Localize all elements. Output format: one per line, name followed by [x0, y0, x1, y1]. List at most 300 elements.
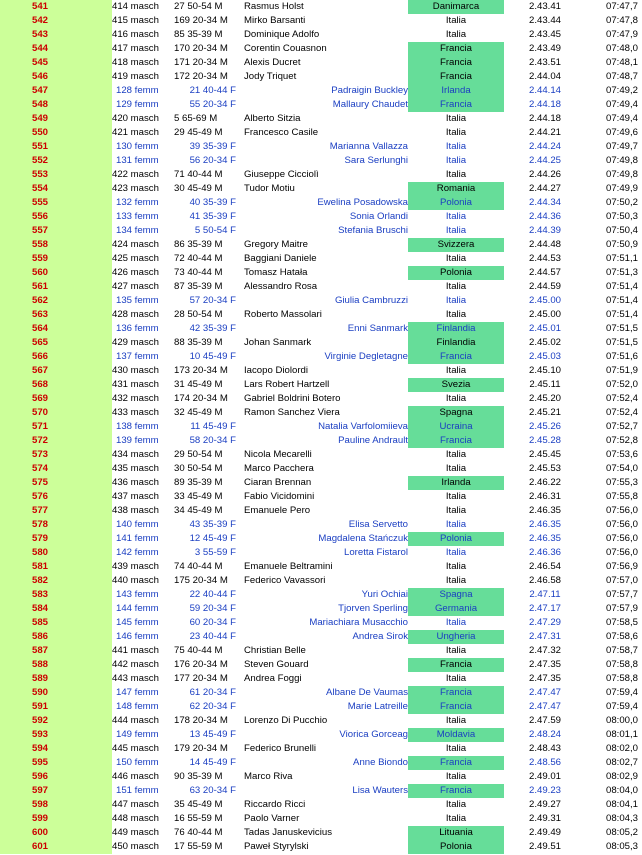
nationality-cell: Spagna	[408, 588, 504, 602]
table-row	[0, 224, 642, 238]
athlete-name-cell: Francesco Casile	[244, 127, 319, 138]
finish-time-cell: 2.45.11	[529, 379, 561, 390]
spacer-cell	[80, 280, 112, 294]
spacer-cell	[80, 0, 112, 14]
position-cell: 568	[0, 378, 80, 392]
pace-cell: 07:52,8	[605, 435, 638, 446]
table-row	[0, 14, 642, 28]
age-group-cell: 17 55-59 M	[174, 841, 223, 852]
nationality-cell: Lituania	[408, 826, 504, 840]
spacer-cell	[80, 364, 112, 378]
age-group-cell: 21 40-44 F	[189, 85, 236, 96]
spacer-cell	[80, 784, 112, 798]
category-rank-cell: 129 femm	[116, 99, 159, 110]
spacer-cell	[80, 574, 112, 588]
nationality-cell: Moldavia	[408, 728, 504, 742]
finish-time-cell: 2.44.57	[528, 267, 561, 278]
age-group-cell: 14 45-49 F	[189, 757, 236, 768]
category-rank-cell: 433 masch	[112, 407, 159, 418]
nationality-cell: Francia	[408, 70, 504, 84]
athlete-name-cell: Steven Gouard	[244, 659, 309, 670]
position-cell: 564	[0, 322, 80, 336]
nationality-cell: Francia	[408, 98, 504, 112]
nationality-cell: Italia	[445, 547, 467, 558]
pace-cell: 07:49,4	[605, 113, 638, 124]
athlete-name-cell: Magdalena Stańczuk	[318, 533, 408, 544]
position-cell: 591	[0, 700, 80, 714]
spacer-cell	[80, 182, 112, 196]
table-row	[0, 630, 642, 644]
age-group-cell: 62 20-34 F	[189, 701, 236, 712]
pace-cell: 07:56,9	[605, 561, 638, 572]
age-group-cell: 71 40-44 M	[174, 169, 223, 180]
category-rank-cell: 438 masch	[112, 505, 159, 516]
category-rank-cell: 443 masch	[112, 673, 159, 684]
spacer-cell	[80, 434, 112, 448]
athlete-name-cell: Sara Serlunghi	[344, 155, 408, 166]
table-row	[0, 42, 642, 56]
age-group-cell: 27 50-54 M	[174, 1, 223, 12]
age-group-cell: 173 20-34 M	[174, 365, 228, 376]
category-rank-cell: 137 femm	[116, 351, 159, 362]
age-group-cell: 42 35-39 F	[189, 323, 236, 334]
finish-time-cell: 2.49.01	[528, 771, 561, 782]
nationality-cell: Italia	[445, 491, 467, 502]
finish-time-cell: 2.47.35	[528, 673, 561, 684]
category-rank-cell: 148 femm	[116, 701, 159, 712]
position-cell: 563	[0, 308, 80, 322]
position-cell: 548	[0, 98, 80, 112]
athlete-name-cell: Enni Sanmark	[347, 323, 408, 334]
pace-cell: 07:51,6	[605, 351, 638, 362]
position-cell: 578	[0, 518, 80, 532]
position-cell: 577	[0, 504, 80, 518]
athlete-name-cell: Giulia Cambruzzi	[334, 295, 408, 306]
category-rank-cell: 146 femm	[116, 631, 159, 642]
position-cell: 557	[0, 224, 80, 238]
position-cell: 552	[0, 154, 80, 168]
age-group-cell: 169 20-34 M	[174, 15, 228, 26]
age-group-cell: 29 50-54 M	[174, 449, 223, 460]
age-group-cell: 175 20-34 M	[174, 575, 228, 586]
nationality-cell: Italia	[445, 169, 467, 180]
pace-cell: 07:49,6	[605, 127, 638, 138]
pace-cell: 08:04,3	[605, 813, 638, 824]
category-rank-cell: 419 masch	[112, 71, 159, 82]
athlete-name-cell: Mirko Barsanti	[244, 15, 306, 26]
athlete-name-cell: Gabriel Boldrini Botero	[244, 393, 341, 404]
nationality-cell: Italia	[445, 295, 467, 306]
finish-time-cell: 2.43.45	[528, 29, 561, 40]
table-row	[0, 672, 642, 686]
age-group-cell: 74 40-44 M	[174, 561, 223, 572]
finish-time-cell: 2.45.53	[528, 463, 561, 474]
pace-cell: 07:52,7	[605, 421, 638, 432]
athlete-name-cell: Andrea Sirok	[352, 631, 408, 642]
pace-cell: 07:59,4	[605, 687, 638, 698]
spacer-cell	[80, 210, 112, 224]
finish-time-cell: 2.46.31	[528, 491, 561, 502]
athlete-name-cell: Pauline Andrault	[338, 435, 408, 446]
finish-time-cell: 2.45.21	[528, 407, 561, 418]
spacer-cell	[80, 742, 112, 756]
age-group-cell: 39 35-39 F	[189, 141, 236, 152]
pace-cell: 07:47,7	[605, 1, 638, 12]
spacer-cell	[80, 602, 112, 616]
pace-cell: 07:58,6	[605, 631, 638, 642]
athlete-name-cell: Federico Vavassori	[244, 575, 326, 586]
age-group-cell: 55 20-34 F	[189, 99, 236, 110]
category-rank-cell: 138 femm	[116, 421, 159, 432]
category-rank-cell: 421 masch	[112, 127, 159, 138]
athlete-name-cell: Federico Brunelli	[244, 743, 316, 754]
position-cell: 597	[0, 784, 80, 798]
pace-cell: 07:58,7	[605, 645, 638, 656]
table-row	[0, 770, 642, 784]
pace-cell: 07:47,9	[605, 29, 638, 40]
finish-time-cell: 2.43.49	[528, 43, 561, 54]
age-group-cell: 61 20-34 F	[189, 687, 236, 698]
table-row	[0, 728, 642, 742]
age-group-cell: 85 35-39 M	[174, 29, 223, 40]
pace-cell: 07:48,7	[605, 71, 638, 82]
pace-cell: 07:58,5	[605, 617, 638, 628]
nationality-cell: Italia	[445, 253, 467, 264]
nationality-cell: Finlandia	[408, 322, 504, 336]
pace-cell: 08:05,2	[605, 827, 638, 838]
pace-cell: 07:51,5	[605, 323, 638, 334]
athlete-name-cell: Paweł Styrylski	[244, 841, 309, 852]
age-group-cell: 87 35-39 M	[174, 281, 223, 292]
category-rank-cell: 427 masch	[112, 281, 159, 292]
nationality-cell: Italia	[445, 309, 467, 320]
nationality-cell: Francia	[408, 784, 504, 798]
nationality-cell: Svizzera	[408, 238, 504, 252]
age-group-cell: 59 20-34 F	[189, 603, 236, 614]
position-cell: 565	[0, 336, 80, 350]
finish-time-cell: 2.45.00	[528, 309, 561, 320]
spacer-cell	[80, 770, 112, 784]
athlete-name-cell: Baggiani Daniele	[244, 253, 317, 264]
nationality-cell: Italia	[445, 771, 467, 782]
category-rank-cell: 416 masch	[112, 29, 159, 40]
position-cell: 541	[0, 0, 80, 14]
category-rank-cell: 414 masch	[112, 1, 159, 12]
category-rank-cell: 426 masch	[112, 267, 159, 278]
pace-cell: 07:51,3	[605, 267, 638, 278]
table-row	[0, 658, 642, 672]
pace-cell: 07:47,8	[605, 15, 638, 26]
position-cell: 566	[0, 350, 80, 364]
pace-cell: 07:48,1	[605, 57, 638, 68]
position-cell: 543	[0, 28, 80, 42]
spacer-cell	[80, 56, 112, 70]
position-cell: 559	[0, 252, 80, 266]
position-cell: 561	[0, 280, 80, 294]
nationality-cell: Germania	[408, 602, 504, 616]
category-rank-cell: 429 masch	[112, 337, 159, 348]
finish-time-cell: 2.44.18	[528, 99, 561, 110]
age-group-cell: 28 50-54 M	[174, 309, 223, 320]
age-group-cell: 76 40-44 M	[174, 827, 223, 838]
finish-time-cell: 2.46.35	[528, 519, 561, 530]
spacer-cell	[80, 322, 112, 336]
spacer-cell	[80, 196, 112, 210]
spacer-cell	[80, 112, 112, 126]
athlete-name-cell: Lars Robert Hartzell	[244, 379, 330, 390]
pace-cell: 08:02,7	[605, 757, 638, 768]
spacer-cell	[80, 826, 112, 840]
table-row	[0, 84, 642, 98]
spacer-cell	[80, 350, 112, 364]
pace-cell: 07:57,9	[605, 603, 638, 614]
spacer-cell	[80, 126, 112, 140]
finish-time-cell: 2.45.28	[528, 435, 561, 446]
athlete-name-cell: Ramon Sanchez Viera	[244, 407, 340, 418]
age-group-cell: 72 40-44 M	[174, 253, 223, 264]
athlete-name-cell: Ewelina Posadowska	[317, 197, 408, 208]
pace-cell: 07:50,4	[605, 225, 638, 236]
age-group-cell: 176 20-34 M	[174, 659, 228, 670]
position-cell: 583	[0, 588, 80, 602]
pace-cell: 07:51,4	[605, 295, 638, 306]
age-group-cell: 16 55-59 M	[174, 813, 223, 824]
table-row	[0, 686, 642, 700]
pace-cell: 07:59,4	[605, 701, 638, 712]
category-rank-cell: 144 femm	[116, 603, 159, 614]
pace-cell: 07:49,9	[605, 183, 638, 194]
nationality-cell: Ungheria	[408, 630, 504, 644]
table-row	[0, 126, 642, 140]
age-group-cell: 33 45-49 M	[174, 491, 223, 502]
category-rank-cell: 134 femm	[116, 225, 159, 236]
table-row	[0, 518, 642, 532]
position-cell: 572	[0, 434, 80, 448]
pace-cell: 07:49,7	[605, 141, 638, 152]
position-cell: 558	[0, 238, 80, 252]
spacer-cell	[80, 224, 112, 238]
finish-time-cell: 2.48.24	[528, 729, 561, 740]
finish-time-cell: 2.45.20	[528, 393, 561, 404]
spacer-cell	[80, 168, 112, 182]
age-group-cell: 57 20-34 F	[189, 295, 236, 306]
spacer-cell	[80, 42, 112, 56]
spacer-cell	[80, 798, 112, 812]
position-cell: 584	[0, 602, 80, 616]
athlete-name-cell: Corentin Couasnon	[244, 43, 327, 54]
age-group-cell: 89 35-39 M	[174, 477, 223, 488]
table-row	[0, 112, 642, 126]
table-row	[0, 280, 642, 294]
category-rank-cell: 430 masch	[112, 365, 159, 376]
nationality-cell: Polonia	[408, 196, 504, 210]
nationality-cell: Italia	[445, 29, 467, 40]
position-cell: 556	[0, 210, 80, 224]
category-rank-cell: 131 femm	[116, 155, 159, 166]
table-row	[0, 294, 642, 308]
athlete-name-cell: Mallaury Chaudet	[332, 99, 408, 110]
age-group-cell: 10 45-49 F	[189, 351, 236, 362]
finish-time-cell: 2.44.39	[528, 225, 561, 236]
finish-time-cell: 2.44.26	[528, 169, 561, 180]
spacer-cell	[80, 686, 112, 700]
category-rank-cell: 420 masch	[112, 113, 159, 124]
position-cell: 585	[0, 616, 80, 630]
pace-cell: 07:53,6	[605, 449, 638, 460]
position-cell: 547	[0, 84, 80, 98]
athlete-name-cell: Virginie Degletagne	[324, 351, 408, 362]
position-cell: 542	[0, 14, 80, 28]
position-cell: 551	[0, 140, 80, 154]
pace-cell: 07:48,0	[605, 43, 638, 54]
finish-time-cell: 2.49.23	[528, 785, 561, 796]
finish-time-cell: 2.46.58	[528, 575, 561, 586]
category-rank-cell: 128 femm	[116, 85, 159, 96]
table-row	[0, 742, 642, 756]
age-group-cell: 75 40-44 M	[174, 645, 223, 656]
spacer-cell	[80, 140, 112, 154]
athlete-name-cell: Stefania Bruschi	[338, 225, 408, 236]
finish-time-cell: 2.44.48	[528, 239, 561, 250]
finish-time-cell: 2.46.35	[528, 533, 561, 544]
finish-time-cell: 2.45.26	[528, 421, 561, 432]
position-cell: 545	[0, 56, 80, 70]
age-group-cell: 11 45-49 F	[190, 421, 236, 432]
category-rank-cell: 150 femm	[116, 757, 159, 768]
category-rank-cell: 140 femm	[116, 519, 159, 530]
table-row	[0, 420, 642, 434]
spacer-cell	[80, 546, 112, 560]
athlete-name-cell: Nicola Mecarelli	[244, 449, 312, 460]
position-cell: 588	[0, 658, 80, 672]
finish-time-cell: 2.44.18	[528, 113, 561, 124]
nationality-cell: Francia	[408, 434, 504, 448]
finish-time-cell: 2.46.36	[528, 547, 561, 558]
finish-time-cell: 2.43.41	[528, 1, 561, 12]
table-row	[0, 448, 642, 462]
athlete-name-cell: Marco Riva	[244, 771, 293, 782]
spacer-cell	[80, 420, 112, 434]
finish-time-cell: 2.48.43	[528, 743, 561, 754]
spacer-cell	[80, 616, 112, 630]
nationality-cell: Italia	[445, 141, 467, 152]
table-row	[0, 392, 642, 406]
position-cell: 562	[0, 294, 80, 308]
table-row	[0, 406, 642, 420]
category-rank-cell: 442 masch	[112, 659, 159, 670]
pace-cell: 07:56,0	[605, 533, 638, 544]
spacer-cell	[80, 84, 112, 98]
nationality-cell: Italia	[445, 743, 467, 754]
position-cell: 594	[0, 742, 80, 756]
athlete-name-cell: Lorenzo Di Pucchio	[244, 715, 328, 726]
age-group-cell: 56 20-34 F	[189, 155, 236, 166]
pace-cell: 07:56,0	[605, 505, 638, 516]
table-row	[0, 784, 642, 798]
finish-time-cell: 2.44.27	[528, 183, 561, 194]
position-cell: 571	[0, 420, 80, 434]
nationality-cell: Italia	[445, 281, 467, 292]
category-rank-cell: 139 femm	[116, 435, 159, 446]
category-rank-cell: 132 femm	[116, 197, 159, 208]
nationality-cell: Italia	[445, 449, 467, 460]
athlete-name-cell: Albane De Vaumas	[326, 687, 408, 698]
table-row	[0, 434, 642, 448]
position-cell: 580	[0, 546, 80, 560]
table-row	[0, 546, 642, 560]
position-cell: 576	[0, 490, 80, 504]
nationality-cell: Irlanda	[408, 84, 504, 98]
athlete-name-cell: Johan Sanmark	[244, 337, 312, 348]
pace-cell: 08:04,0	[605, 785, 638, 796]
finish-time-cell: 2.48.56	[528, 757, 561, 768]
athlete-name-cell: Natalia Varfolomiieva	[318, 421, 408, 432]
nationality-cell: Polonia	[408, 532, 504, 546]
spacer-cell	[80, 28, 112, 42]
table-row	[0, 350, 642, 364]
category-rank-cell: 435 masch	[112, 463, 159, 474]
position-cell: 601	[0, 840, 80, 854]
position-cell: 549	[0, 112, 80, 126]
table-row	[0, 196, 642, 210]
table-row	[0, 462, 642, 476]
position-cell: 586	[0, 630, 80, 644]
age-group-cell: 34 45-49 M	[174, 505, 223, 516]
spacer-cell	[80, 294, 112, 308]
nationality-cell: Italia	[445, 463, 467, 474]
category-rank-cell: 440 masch	[112, 575, 159, 586]
spacer-cell	[80, 644, 112, 658]
table-row	[0, 490, 642, 504]
spacer-cell	[80, 462, 112, 476]
age-group-cell: 13 45-49 F	[189, 729, 236, 740]
athlete-name-cell: Alessandro Rosa	[244, 281, 318, 292]
pace-cell: 07:52,4	[605, 393, 638, 404]
athlete-name-cell: Giuseppe Cicciolì	[244, 169, 319, 180]
spacer-cell	[80, 378, 112, 392]
position-cell: 569	[0, 392, 80, 406]
table-row	[0, 336, 642, 350]
spacer-cell	[80, 840, 112, 854]
spacer-cell	[80, 448, 112, 462]
category-rank-cell: 446 masch	[112, 771, 159, 782]
spacer-cell	[80, 630, 112, 644]
position-cell: 599	[0, 812, 80, 826]
pace-cell: 08:01,1	[605, 729, 638, 740]
category-rank-cell: 445 masch	[112, 743, 159, 754]
table-row	[0, 98, 642, 112]
athlete-name-cell: Emanuele Pero	[244, 505, 311, 516]
finish-time-cell: 2.49.31	[528, 813, 561, 824]
position-cell: 575	[0, 476, 80, 490]
age-group-cell: 90 35-39 M	[174, 771, 223, 782]
finish-time-cell: 2.45.01	[528, 323, 561, 334]
position-cell: 567	[0, 364, 80, 378]
spacer-cell	[80, 406, 112, 420]
finish-time-cell: 2.47.35	[528, 659, 561, 670]
table-row	[0, 560, 642, 574]
pace-cell: 07:49,8	[605, 169, 638, 180]
age-group-cell: 12 45-49 F	[189, 533, 236, 544]
age-group-cell: 63 20-34 F	[189, 785, 236, 796]
table-row	[0, 378, 642, 392]
athlete-name-cell: Tudor Motiu	[244, 183, 295, 194]
spacer-cell	[80, 336, 112, 350]
pace-cell: 07:56,0	[605, 519, 638, 530]
spacer-cell	[80, 308, 112, 322]
position-cell: 600	[0, 826, 80, 840]
pace-cell: 07:55,8	[605, 491, 638, 502]
